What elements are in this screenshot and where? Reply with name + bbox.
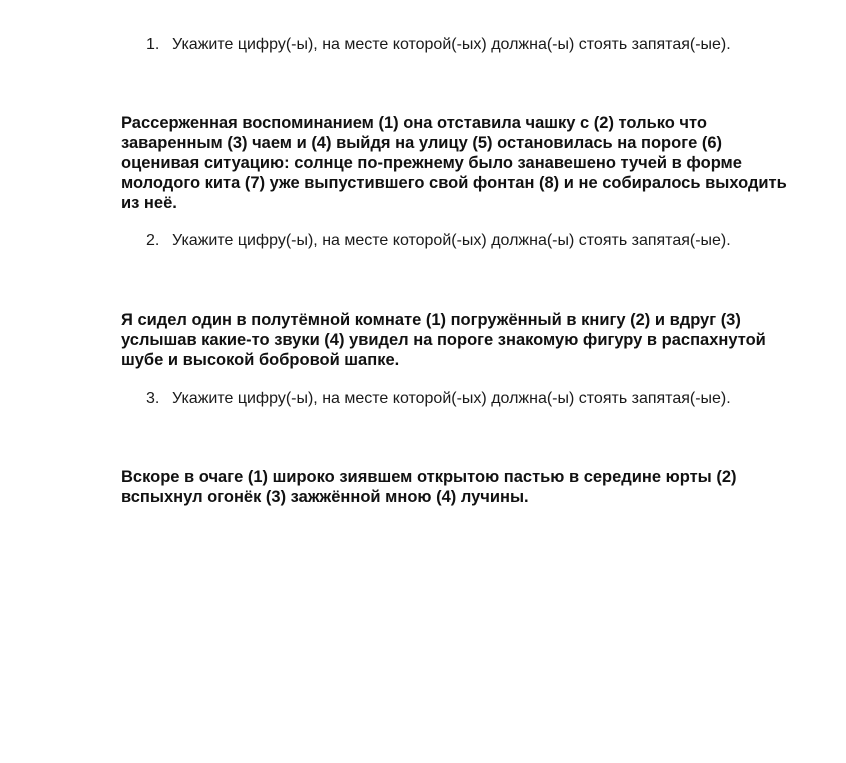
task-text-1: Укажите цифру(-ы), на месте которой(-ых) должна(-ы) стоять запятая(-ые). (172, 36, 731, 53)
task-instruction-2 (146, 231, 826, 251)
task-text-2: Укажите цифру(-ы), на месте которой(-ых) должна(-ы) стоять запятая(-ые). (172, 232, 731, 249)
exercise-sentence-3: Вскоре в очаге (1) широко зиявшем открытою пастью в середине юрты (2) вспыхнул огонёк (3) зажжённой мною (4) лучины. (121, 468, 737, 506)
exercise-sentence-1: Рассерженная воспоминанием (1) она отставила чашку с (2) только что заваренным (3) чаем и (4) выйдя на улицу (5) остановилась на пороге (6) оценивая ситуацию: солнце по-прежнему было занавешено тучей в форме молодого кита (7) уже выпустившего свой фонтан (8) и не собиралось выходить из неё. (121, 114, 787, 212)
task-instruction-3 (146, 389, 826, 409)
exercise-sentence-2: Я сидел один в полутёмной комнате (1) погружённый в книгу (2) и вдруг (3) услышав какие-то звуки (4) увидел на пороге знакомую фигуру в распахнутой шубе и высокой бобровой шапке. (121, 311, 766, 369)
task-text-3: Укажите цифру(-ы), на месте которой(-ых) должна(-ы) стоять запятая(-ые). (172, 390, 731, 407)
task-number-1: 1. (146, 36, 160, 53)
task-instruction-1 (146, 35, 826, 55)
task-number-2: 2. (146, 232, 160, 249)
task-number-3: 3. (146, 390, 160, 407)
